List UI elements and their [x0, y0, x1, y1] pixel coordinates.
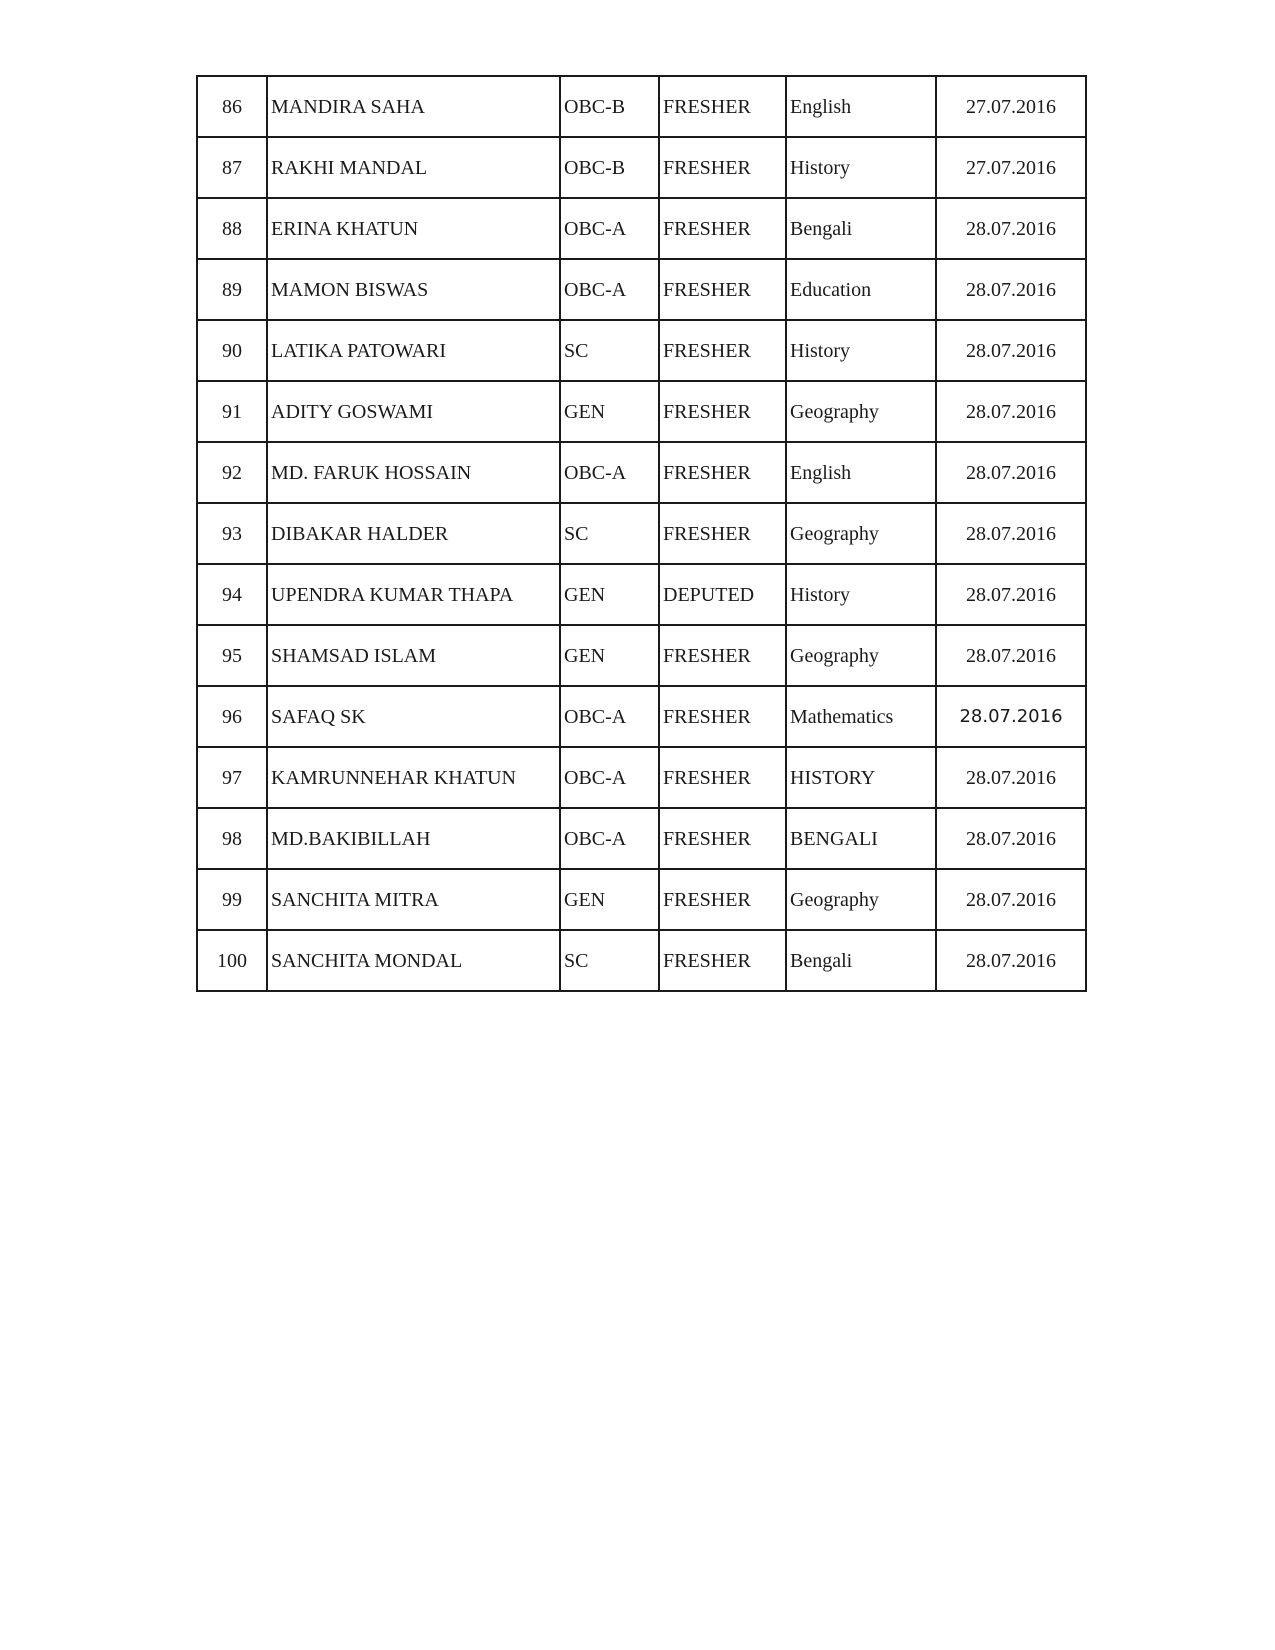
- date-cell: 28.07.2016: [936, 198, 1086, 259]
- name-cell: DIBAKAR HALDER: [267, 503, 560, 564]
- name-cell: ADITY GOSWAMI: [267, 381, 560, 442]
- name-cell: ERINA KHATUN: [267, 198, 560, 259]
- date-cell: 28.07.2016: [936, 442, 1086, 503]
- name-cell: KAMRUNNEHAR KHATUN: [267, 747, 560, 808]
- status-cell: FRESHER: [659, 869, 786, 930]
- table-row: [197, 808, 1086, 869]
- date-cell: 28.07.2016: [936, 869, 1086, 930]
- category-cell: GEN: [560, 625, 659, 686]
- table-row: [197, 930, 1086, 991]
- name-cell: MD.BAKIBILLAH: [267, 808, 560, 869]
- category-cell: SC: [560, 930, 659, 991]
- subject-cell: HISTORY: [786, 747, 936, 808]
- status-cell: FRESHER: [659, 503, 786, 564]
- date-cell: 28.07.2016: [936, 747, 1086, 808]
- status-cell: FRESHER: [659, 259, 786, 320]
- serial-number-cell: 99: [197, 869, 267, 930]
- category-cell: OBC-A: [560, 686, 659, 747]
- status-cell: FRESHER: [659, 381, 786, 442]
- records-table: [196, 75, 1087, 992]
- status-cell: FRESHER: [659, 747, 786, 808]
- table-row: [197, 259, 1086, 320]
- date-cell: 28.07.2016: [936, 930, 1086, 991]
- status-cell: FRESHER: [659, 625, 786, 686]
- subject-cell: Bengali: [786, 930, 936, 991]
- subject-cell: English: [786, 442, 936, 503]
- subject-cell: BENGALI: [786, 808, 936, 869]
- serial-number-cell: 89: [197, 259, 267, 320]
- subject-cell: Education: [786, 259, 936, 320]
- category-cell: GEN: [560, 869, 659, 930]
- name-cell: RAKHI MANDAL: [267, 137, 560, 198]
- serial-number-cell: 87: [197, 137, 267, 198]
- serial-number-cell: 86: [197, 76, 267, 137]
- date-cell: 28.07.2016: [936, 503, 1086, 564]
- category-cell: OBC-A: [560, 259, 659, 320]
- serial-number-cell: 95: [197, 625, 267, 686]
- name-cell: MD. FARUK HOSSAIN: [267, 442, 560, 503]
- table-row: [197, 686, 1086, 747]
- date-cell: 27.07.2016: [936, 137, 1086, 198]
- subject-cell: Geography: [786, 625, 936, 686]
- date-cell: 28.07.2016: [936, 686, 1086, 747]
- table-row: [197, 747, 1086, 808]
- category-cell: GEN: [560, 564, 659, 625]
- subject-cell: History: [786, 137, 936, 198]
- subject-cell: Mathematics: [786, 686, 936, 747]
- category-cell: OBC-B: [560, 137, 659, 198]
- name-cell: SHAMSAD ISLAM: [267, 625, 560, 686]
- category-cell: GEN: [560, 381, 659, 442]
- status-cell: FRESHER: [659, 320, 786, 381]
- status-cell: FRESHER: [659, 137, 786, 198]
- subject-cell: Bengali: [786, 198, 936, 259]
- date-cell: 28.07.2016: [936, 320, 1086, 381]
- status-cell: FRESHER: [659, 198, 786, 259]
- name-cell: MAMON BISWAS: [267, 259, 560, 320]
- serial-number-cell: 98: [197, 808, 267, 869]
- records-table-body: [197, 76, 1086, 991]
- serial-number-cell: 96: [197, 686, 267, 747]
- name-cell: MANDIRA SAHA: [267, 76, 560, 137]
- subject-cell: Geography: [786, 381, 936, 442]
- name-cell: LATIKA PATOWARI: [267, 320, 560, 381]
- table-row: [197, 137, 1086, 198]
- table-row: [197, 198, 1086, 259]
- serial-number-cell: 100: [197, 930, 267, 991]
- subject-cell: Geography: [786, 503, 936, 564]
- date-cell: 27.07.2016: [936, 76, 1086, 137]
- subject-cell: Geography: [786, 869, 936, 930]
- date-cell: 28.07.2016: [936, 381, 1086, 442]
- date-cell: 28.07.2016: [936, 808, 1086, 869]
- table-row: [197, 564, 1086, 625]
- table-row: [197, 869, 1086, 930]
- serial-number-cell: 88: [197, 198, 267, 259]
- table-row: [197, 76, 1086, 137]
- table-row: [197, 625, 1086, 686]
- date-cell: 28.07.2016: [936, 564, 1086, 625]
- status-cell: FRESHER: [659, 686, 786, 747]
- serial-number-cell: 90: [197, 320, 267, 381]
- category-cell: OBC-A: [560, 747, 659, 808]
- category-cell: SC: [560, 503, 659, 564]
- status-cell: DEPUTED: [659, 564, 786, 625]
- name-cell: SANCHITA MONDAL: [267, 930, 560, 991]
- table-row: [197, 381, 1086, 442]
- status-cell: FRESHER: [659, 76, 786, 137]
- serial-number-cell: 92: [197, 442, 267, 503]
- subject-cell: History: [786, 320, 936, 381]
- serial-number-cell: 93: [197, 503, 267, 564]
- table-row: [197, 320, 1086, 381]
- name-cell: SAFAQ SK: [267, 686, 560, 747]
- category-cell: SC: [560, 320, 659, 381]
- category-cell: OBC-A: [560, 808, 659, 869]
- table-row: [197, 442, 1086, 503]
- category-cell: OBC-A: [560, 442, 659, 503]
- subject-cell: English: [786, 76, 936, 137]
- table-row: [197, 503, 1086, 564]
- name-cell: SANCHITA MITRA: [267, 869, 560, 930]
- category-cell: OBC-A: [560, 198, 659, 259]
- status-cell: FRESHER: [659, 808, 786, 869]
- serial-number-cell: 91: [197, 381, 267, 442]
- serial-number-cell: 94: [197, 564, 267, 625]
- date-cell: 28.07.2016: [936, 259, 1086, 320]
- date-cell: 28.07.2016: [936, 625, 1086, 686]
- subject-cell: History: [786, 564, 936, 625]
- category-cell: OBC-B: [560, 76, 659, 137]
- name-cell: UPENDRA KUMAR THAPA: [267, 564, 560, 625]
- serial-number-cell: 97: [197, 747, 267, 808]
- status-cell: FRESHER: [659, 930, 786, 991]
- status-cell: FRESHER: [659, 442, 786, 503]
